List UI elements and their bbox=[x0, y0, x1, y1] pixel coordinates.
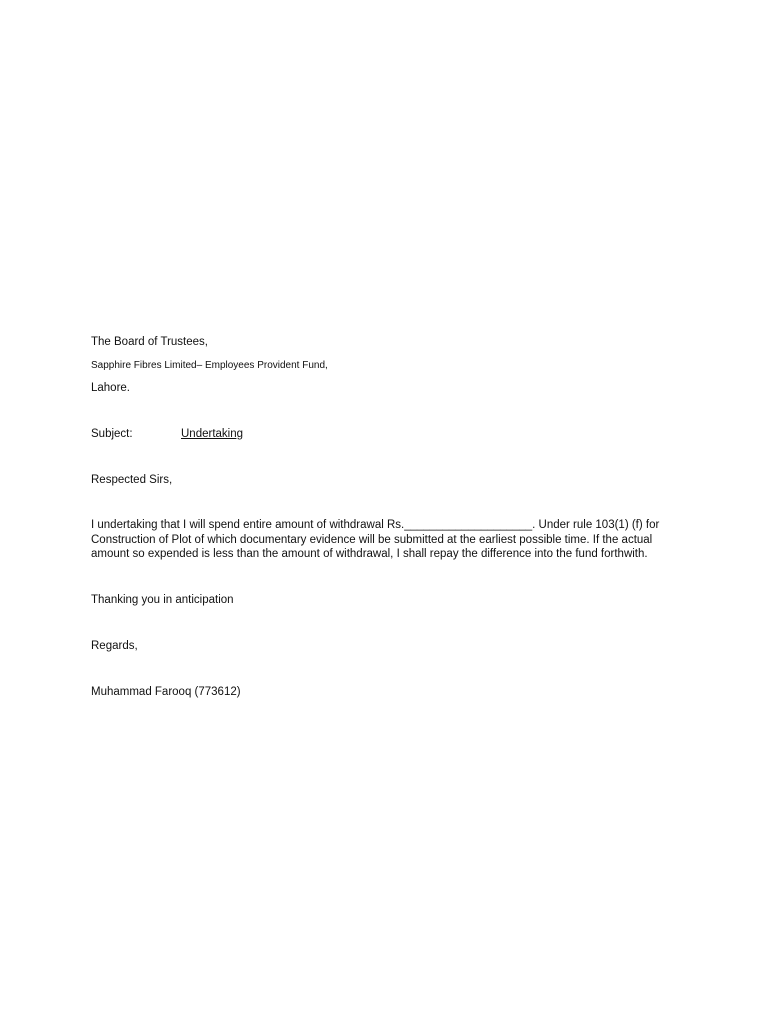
city-line: Lahore. bbox=[91, 382, 131, 394]
salutation: Respected Sirs, bbox=[91, 474, 173, 486]
subject-value: Undertaking bbox=[181, 428, 244, 440]
company-line: Sapphire Fibres Limited– Employees Provident Fund, bbox=[91, 360, 328, 371]
signature-line: Muhammad Farooq (773612) bbox=[91, 685, 241, 698]
subject-label: Subject: bbox=[91, 428, 133, 440]
undertaking-paragraph: I undertaking that I will spend entire amount of withdrawal Rs.____________________. Under rule 103(1) (f) for Construction of Plot of which documentary evidence will be submitted at the earliest possible time. If the actual amount so expended is less than the amount of withdrawal, I shall repay the difference into the fund forthwith. bbox=[91, 519, 660, 561]
addressee-line: The Board of Trustees, bbox=[91, 336, 208, 348]
subject-row bbox=[91, 427, 676, 442]
closing-line: Regards, bbox=[91, 639, 138, 652]
letter-body bbox=[91, 335, 676, 700]
thanks-line: Thanking you in anticipation bbox=[91, 593, 234, 606]
